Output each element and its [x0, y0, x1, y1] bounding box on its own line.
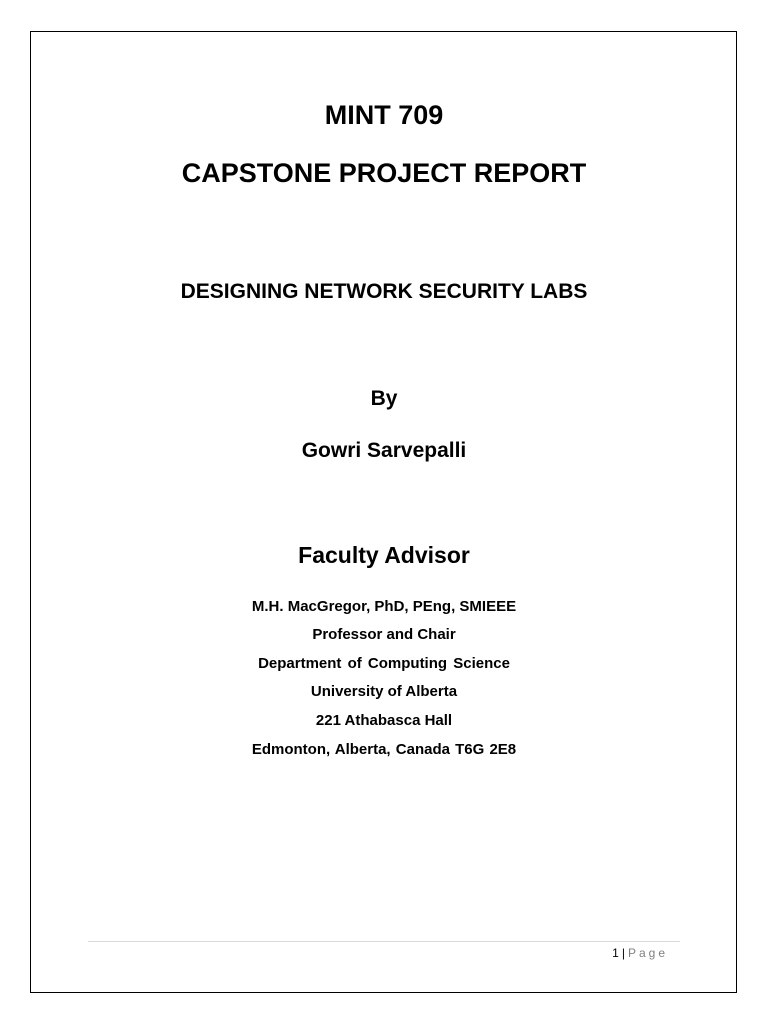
advisor-name: M.H. MacGregor, PhD, PEng, SMIEEE	[251, 598, 517, 615]
footer-separator: |	[621, 946, 625, 960]
advisor-position: Professor and Chair	[312, 626, 456, 643]
author-name: Gowri Sarvepalli	[301, 439, 467, 462]
advisor-heading: Faculty Advisor	[298, 542, 470, 568]
report-type: CAPSTONE PROJECT REPORT	[181, 158, 587, 188]
report-title: DESIGNING NETWORK SECURITY LABS	[180, 280, 588, 303]
advisor-university: University of Alberta	[310, 683, 458, 700]
advisor-address: Edmonton, Alberta, Canada T6G 2E8	[251, 741, 517, 758]
advisor-office: 221 Athabasca Hall	[315, 712, 453, 729]
course-code: MINT 709	[324, 100, 444, 130]
page-footer	[612, 945, 668, 961]
footer-rule	[88, 941, 680, 942]
by-label: By	[370, 387, 398, 410]
page-label: Page	[627, 946, 668, 960]
advisor-department: Department of Computing Science	[258, 655, 510, 672]
page-number: 1	[612, 946, 619, 960]
